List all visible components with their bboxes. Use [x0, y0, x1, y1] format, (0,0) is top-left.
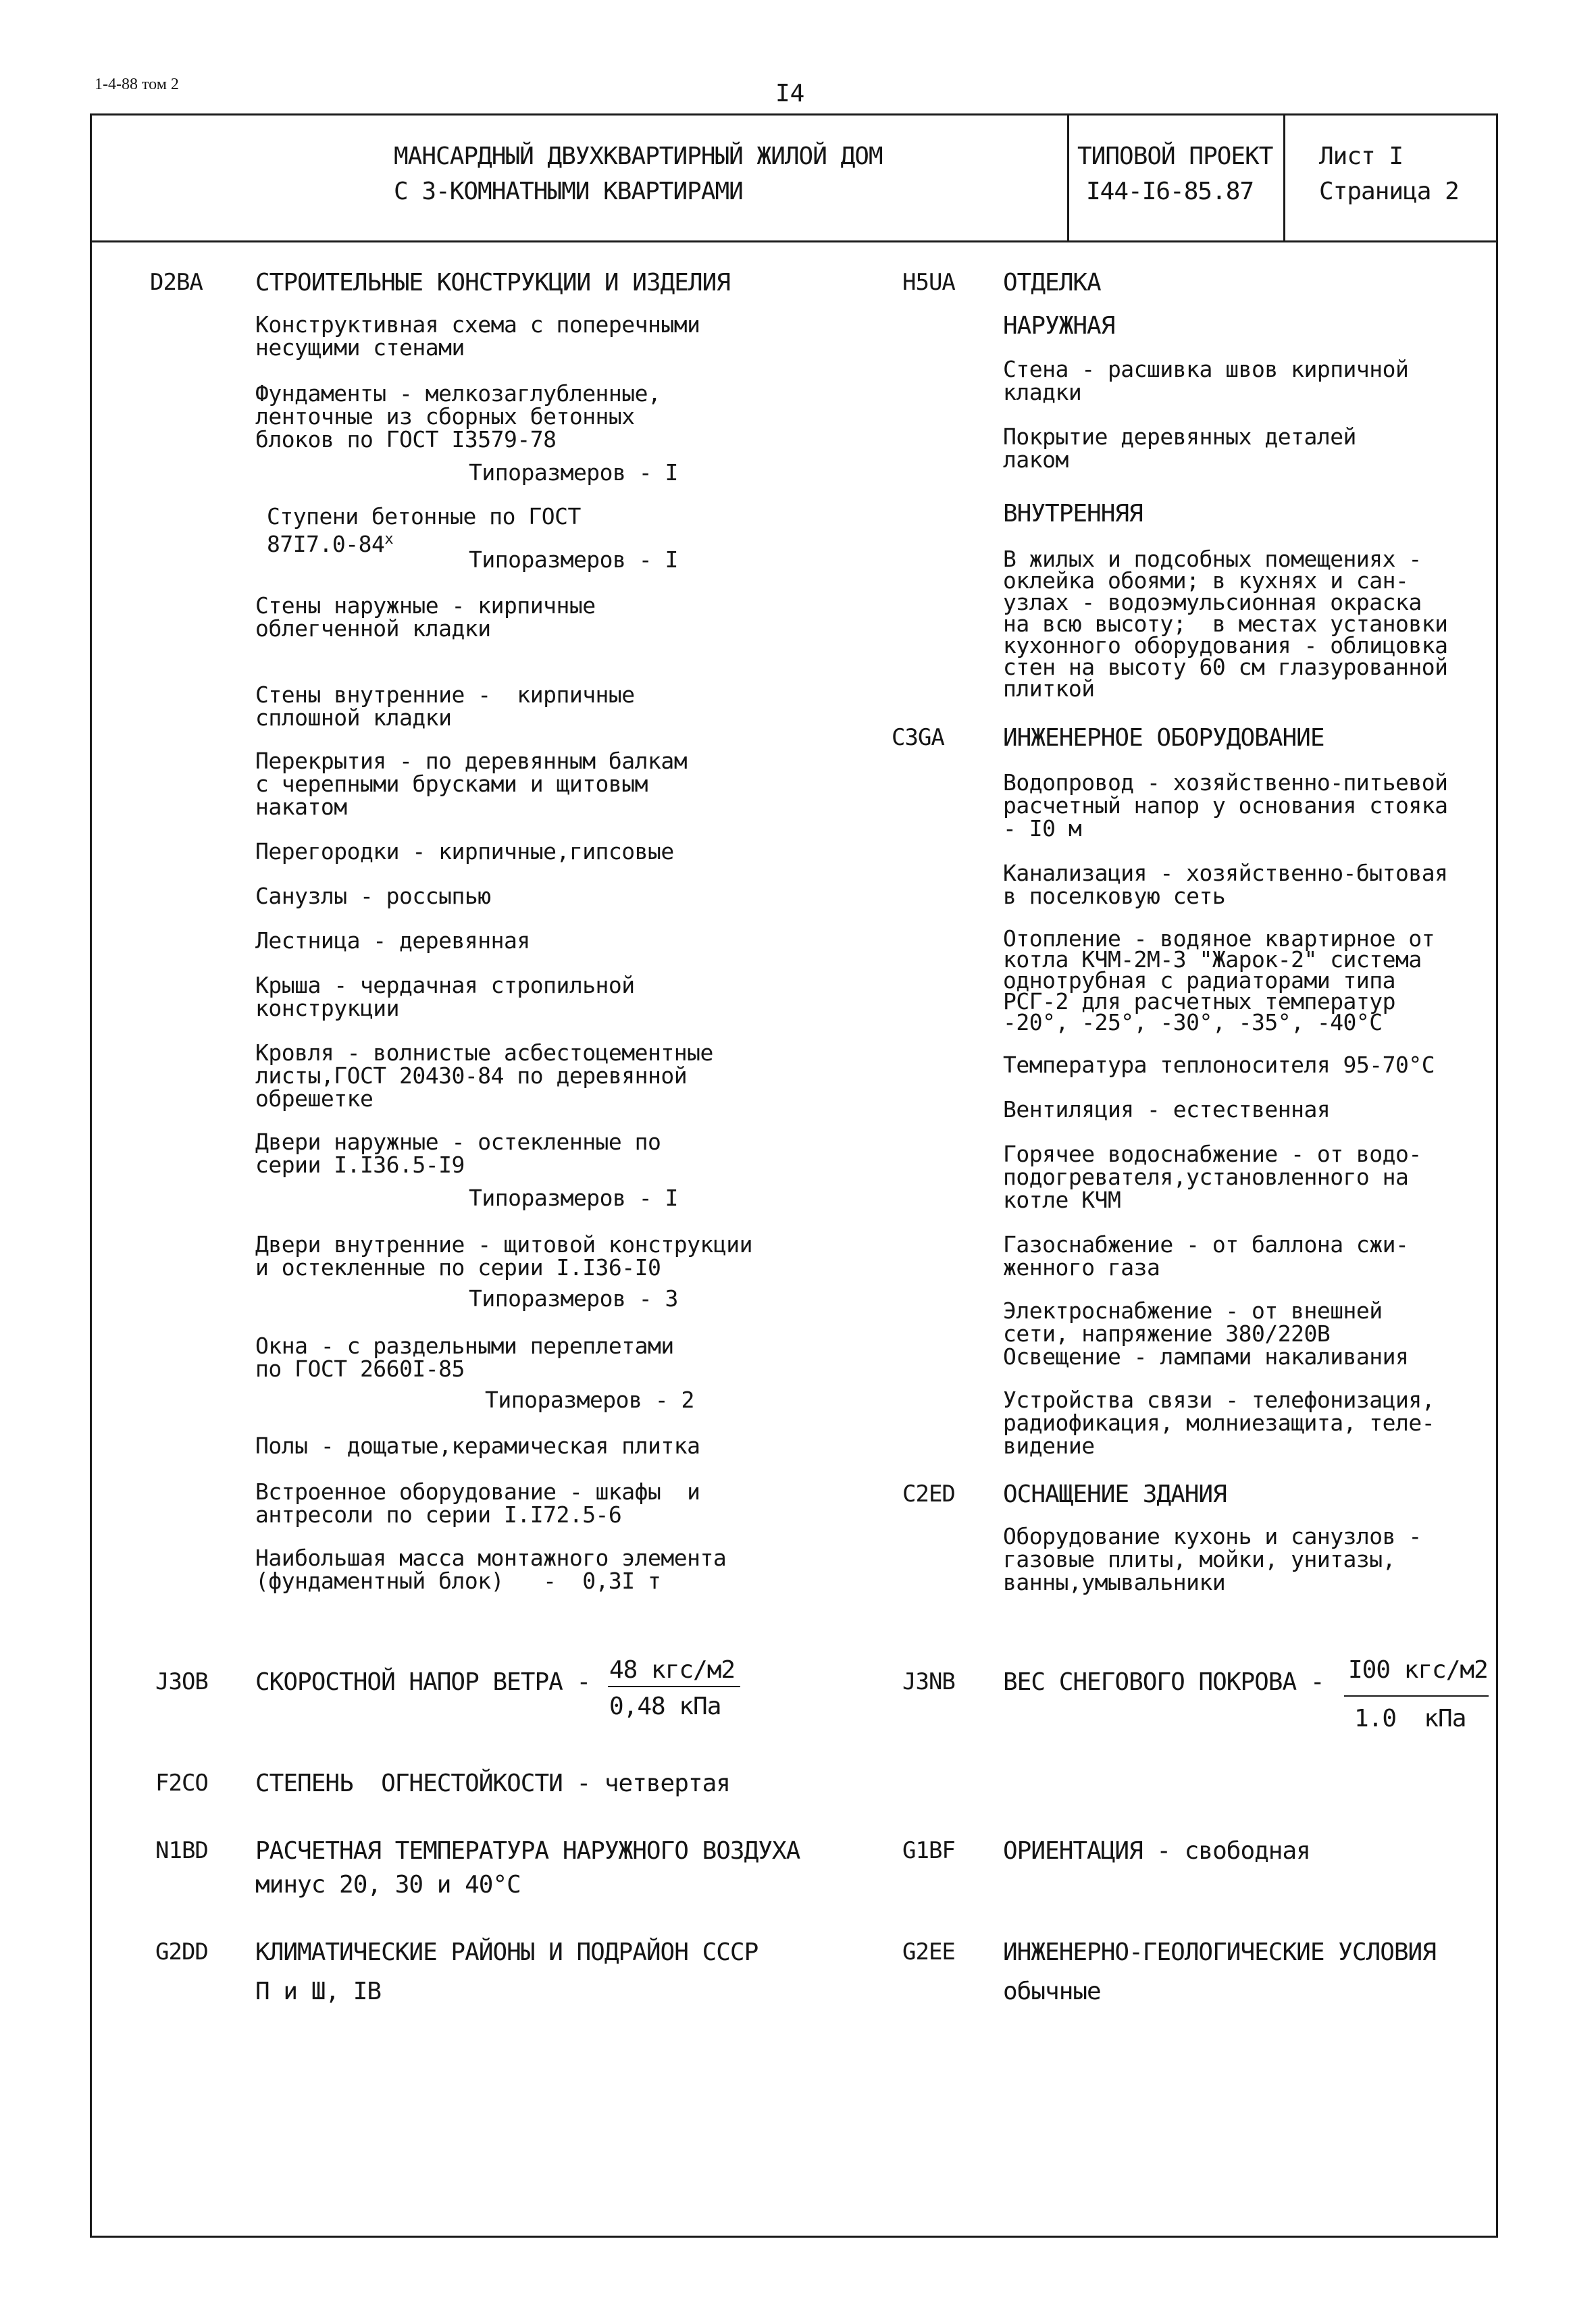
snow-numerator: I00 кгс/м2 — [1348, 1656, 1488, 1684]
page-number: I4 — [775, 80, 805, 107]
wind-denominator: 0,48 кПа — [609, 1693, 721, 1720]
interior-heading: ВНУТРЕННЯЯ — [1003, 500, 1143, 528]
steps-sizes: Типоразмеров - I — [469, 546, 678, 573]
int-doors-sizes: Типоразмеров - 3 — [469, 1285, 678, 1312]
temperature-label: РАСЧЕТНАЯ ТЕМПЕРАТУРА НАРУЖНОГО ВОЗДУХА — [255, 1837, 800, 1865]
coolant-text: Температура теплоносителя 95-70°С — [1003, 1052, 1435, 1078]
heating-text: Отопление - водяное квартирное от котла КЧМ-2М-3 "Жарок-2" система однотрубная с радиаторами типа РСГ-2 для расчетных температур -20°, -25°, -30°, -35°, -40°С — [1003, 925, 1435, 1035]
geology-value: обычные — [1003, 1978, 1101, 2005]
frame-bottom — [90, 2236, 1498, 2238]
title-line1: МАНСАРДНЫЙ ДВУХКВАРТИРНЫЙ ЖИЛОЙ ДОМ — [394, 143, 883, 170]
equipment-text: Оборудование кухонь и санузлов - газовые плиты, мойки, унитазы, ванны,умывальники — [1003, 1523, 1422, 1595]
climate-label: КЛИМАТИЧЕСКИЕ РАЙОНЫ И ПОДРАЙОН СССР — [255, 1938, 758, 1966]
frame-left — [90, 113, 92, 2238]
foundations-sizes: Типоразмеров - I — [469, 459, 678, 486]
floors-struct-text: Перекрытия - по деревянным балкам с черепными брусками и щитовым накатом — [255, 748, 688, 820]
int-doors-text: Двери внутренние - щитовой конструкции и остекленные по серии I.I36-I0 — [255, 1231, 752, 1281]
water-text: Водопровод - хозяйственно-питьевой расчетный напор у основания стояка - I0 м — [1003, 769, 1448, 842]
steps-text: Ступени бетонные по ГОСТ $87I7.0-84^х$ — [267, 503, 581, 557]
frame-top — [90, 113, 1498, 115]
power-text: Электроснабжение - от внешней сети, напряжение 380/220В Освещение - лампами накаливания — [1003, 1297, 1409, 1370]
builtin-text: Встроенное оборудование - шкафы и антресоли по серии I.I72.5-6 — [255, 1479, 700, 1528]
frame-right — [1496, 113, 1498, 2238]
series-label: 1-4-88 том 2 — [95, 76, 179, 93]
code-h5ua: H5UA — [902, 269, 955, 296]
steps-sup: х — [384, 531, 394, 548]
roofing-text: Кровля - волнистые асбестоцементные листы,ГОСТ 20430-84 по деревянной обрешетке — [255, 1039, 713, 1112]
project-number: I44-I6-85.87 — [1086, 178, 1254, 205]
roof-text: Крыша - чердачная стропильной конструкции — [255, 972, 635, 1021]
temperature-value: минус 20, 30 и 40°С — [255, 1871, 521, 1899]
project-label: ТИПОВОЙ ПРОЕКТ — [1077, 143, 1273, 170]
ext-doors-sizes: Типоразмеров - I — [469, 1185, 678, 1211]
sheet-label: Лист I — [1319, 143, 1404, 170]
windows-text: Окна - с раздельными переплетами по ГОСТ 2660I-85 — [255, 1333, 674, 1382]
header-col2 — [1283, 113, 1285, 242]
fire-resistance-text: СТЕПЕНЬ ОГНЕСТОЙКОСТИ - четвертая — [255, 1770, 730, 1797]
orientation-text: ОРИЕНТАЦИЯ - свободная — [1003, 1837, 1310, 1865]
page-label: Страница 2 — [1319, 178, 1459, 205]
sanitary-text: Санузлы - россыпью — [255, 883, 491, 909]
code-c2ed: C2ED — [902, 1481, 955, 1508]
code-f2co: F2CO — [155, 1770, 208, 1797]
section-heading-construction: СТРОИТЕЛЬНЫЕ КОНСТРУКЦИИ И ИЗДЕЛИЯ — [255, 269, 730, 297]
section-heading-finish: ОТДЕЛКА — [1003, 269, 1101, 297]
snow-label: ВЕС СНЕГОВОГО ПОКРОВА - — [1003, 1668, 1324, 1696]
int-walls-text: Стены внутренние - кирпичные сплошной кладки — [255, 682, 635, 731]
exterior-heading: НАРУЖНАЯ — [1003, 312, 1115, 340]
partitions-text: Перегородки - кирпичные,гипсовые — [255, 838, 674, 865]
ext-doors-text: Двери наружные - остекленные по серии I.I36.5-I9 — [255, 1129, 661, 1178]
code-d2ba: D2BA — [150, 269, 203, 296]
title-line2: С 3-КОМНАТНЫМИ КВАРТИРАМИ — [394, 178, 743, 205]
snow-denominator: 1.0 кПа — [1354, 1705, 1466, 1732]
code-n1bd: N1BD — [155, 1837, 208, 1864]
ext-walls-text: Стены наружные - кирпичные облегченной кладки — [255, 592, 596, 642]
hot-water-text: Горячее водоснабжение - от водо- подогревателя,установленного на котле КЧМ — [1003, 1141, 1422, 1213]
floors-text: Полы - дощатые,керамическая плитка — [255, 1433, 700, 1459]
sewer-text: Канализация - хозяйственно-бытовая в поселковую сеть — [1003, 860, 1448, 909]
gas-text: Газоснабжение - от баллона сжи- женного газа — [1003, 1231, 1409, 1281]
snow-fraction-bar — [1344, 1695, 1489, 1697]
windows-sizes: Типоразмеров - 2 — [485, 1387, 694, 1413]
ventilation-text: Вентиляция - естественная — [1003, 1096, 1331, 1123]
section-heading-engineering: ИНЖЕНЕРНОЕ ОБОРУДОВАНИЕ — [1003, 724, 1324, 752]
coating-text: Покрытие деревянных деталей лаком — [1003, 423, 1356, 473]
header-divider — [90, 240, 1498, 242]
comms-text: Устройства связи - телефонизация, радиофикация, молниезащита, теле- видение — [1003, 1387, 1435, 1459]
scheme-text: Конструктивная схема с поперечными несущими стенами — [255, 311, 700, 361]
code-g2dd: G2DD — [155, 1938, 208, 1965]
mass-text: Наибольшая масса монтажного элемента (фундаментный блок) - 0,3I т — [255, 1545, 727, 1594]
wall-finish-text: Стена - расшивка швов кирпичной кладки — [1003, 356, 1409, 405]
code-j3ob: J3OB — [155, 1668, 208, 1695]
wind-fraction-bar — [608, 1686, 740, 1687]
climate-value: П и Ш, IВ — [255, 1978, 382, 2005]
section-heading-equipment: ОСНАЩЕНИЕ ЗДАНИЯ — [1003, 1481, 1227, 1508]
geology-label: ИНЖЕНЕРНО-ГЕОЛОГИЧЕСКИЕ УСЛОВИЯ — [1003, 1938, 1436, 1966]
wind-label: СКОРОСТНОЙ НАПОР ВЕТРА - — [255, 1668, 591, 1696]
header-col1 — [1067, 113, 1069, 242]
code-c3ga: C3GA — [892, 724, 944, 751]
code-g2ee: G2EE — [902, 1938, 955, 1965]
interior-text: В жилых и подсобных помещениях - оклейка обоями; в кухнях и сан- узлах - водоэмульсионная окраска на всю высоту; в местах установки кухонного оборудования - облицовка стен на высоту 60 см глазурованной плиткой — [1003, 546, 1448, 702]
foundations-text: Фундаменты - мелкозаглубленные, ленточные из сборных бетонных блоков по ГОСТ I3579-78 — [255, 380, 661, 453]
code-g1bf: G1BF — [902, 1837, 955, 1864]
wind-numerator: 48 кгс/м2 — [609, 1656, 736, 1684]
stairs-text: Лестница - деревянная — [255, 927, 530, 954]
code-j3nb: J3NB — [902, 1668, 955, 1695]
